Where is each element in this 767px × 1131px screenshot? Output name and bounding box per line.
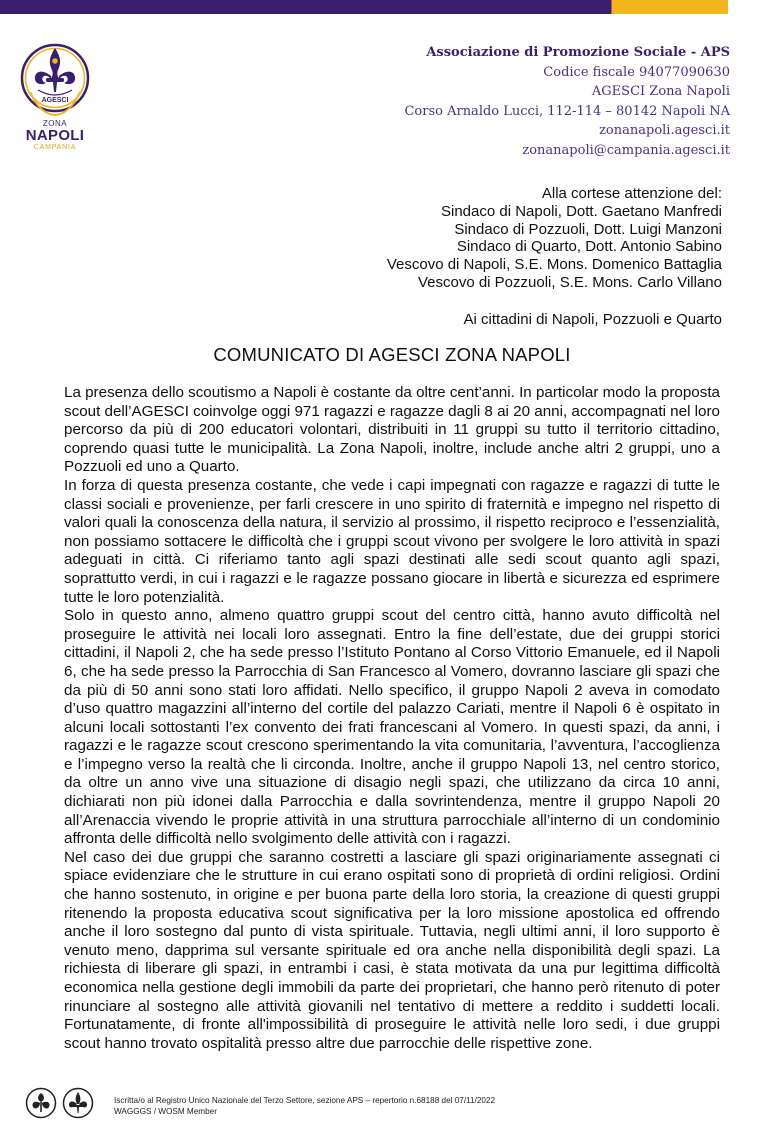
fleur-de-lis-emblem-icon [20,40,90,118]
recipient-line: Sindaco di Pozzuoli, Dott. Luigi Manzoni [454,220,722,238]
document-body [64,384,720,1053]
recipients-intro: Alla cortese attenzione del: [541,185,722,202]
recipients-block [387,185,722,292]
citizens-addressee: Ai cittadini di Napoli, Pozzuoli e Quarto [463,311,722,328]
association-info [404,43,730,160]
logo-agesci-text: AGESCI [41,97,69,104]
registry-note: Iscritta/o al Registro Unico Nazionale del Terzo Settore, sezione APS – repertorio n.68188 del 07/11/2022 [114,1096,496,1105]
document-headline: COMUNICATO DI AGESCI ZONA NAPOLI [213,344,571,365]
agesci-zona-napoli-logo [20,40,90,152]
recipient-line: Sindaco di Quarto, Dott. Antonio Sabino [456,238,722,256]
association-address: Corso Arnaldo Lucci, 112-114 – 80142 Napoli NA [404,103,730,119]
association-website-link[interactable]: zonanapoli.agesci.it [599,123,730,138]
body-paragraph: Solo in questo anno, almeno quattro gruppi scout del centro città, hanno avuto difficoltà nel proseguire le attività nei locali loro assegnati. Entro la fine dell’estate, due dei gruppi storici cittadini, il Napoli 2, che ha sede presso l’Istituto Pontano al Corso Vittorio Emanuele, ed il Napoli 6, che ha sede presso la Parrocchia di San Francesco al Vomero, dovranno lasciare gli spazi che da più di 50 anni sono stati loro affidati. Nello specifico, il gruppo Napoli 2 aveva in comodato d’uso quattro magazzini all’interno del cortile del palazzo Cariati, mentre il Napoli 6 è ospitato in alcuni locali sottostanti l’ex convento dei frati francescani al Vomero. In questi spazi, da anni, i ragazzi e le ragazze scout crescono sperimentando la vita comunitaria, l’avventura, l’accoglienza e l’impegno verso la realtà che li circonda. Inoltre, anche il gruppo Napoli 13, nel centro storico, da oltre un anno vive una situazione di disagio negli spazi, che utilizzano da circa 10 anni, dichiarati non più idonei dalla Parrocchia e dalla sovrintendenza, mentre il gruppo Napoli 20 all’Arenaccia vivendo le proprie attività in una struttura parrocchiale all’interno di un condominio affronta delle difficoltà nello svolgimento delle attività con i ragazzi. [64,607,720,848]
body-paragraph: In forza di questa presenza costante, che vede i capi impegnati con ragazze e ragazzi di tutte le classi sociali e provenienze, per farli crescere in uno spirito di fraternità e impegno nel rispetto di valori quali la conoscenza della natura, il servizio al prossimo, il rispetto reciproco e l’essenzialità, non possiamo sottacere le difficoltà che i gruppi scout vivono per svolgere le loro attività in spazi adeguati in città. Ci riferiamo tanto agli spazi destinati alle sedi scout quanto agli spazi, soprattutto verdi, in cui i ragazzi e le ragazze possano giocare in libertà e sicurezza ed esprimere tutte le loro potenzialità. [64,476,720,606]
association-email-link[interactable]: zonanapoli@campania.agesci.it [522,142,730,158]
logo-campania-label: CAMPANIA [33,144,77,151]
wagggs-trefoil-icon [25,1087,57,1119]
logo-zona-label: ZONA [42,119,68,128]
wosm-fleur-de-lis-icon [62,1087,94,1119]
body-paragraph: Nel caso dei due gruppi che saranno costretti a lasciare gli spazi originariamente assegnati ci spiace evidenziare che le strutture in cui erano ospitati sono di proprietà di ordini religiosi. Ordini che hanno sostenuto, in origine e per buona parte della loro storia, la creazione di questi gruppi ritenendo la proposta educativa scout significativa per la loro missione apostolica ed offrendo anche il loro sostegno dal punto di vista spirituale. Tuttavia, negli ultimi anni, il loro supporto è venuto meno, dapprima sul versante spirituale ed ora anche nella disponibilità degli spazi. La richiesta di liberare gli spazi, in entrambi i casi, è stata motivata da una pur legittima difficoltà economica nella gestione degli immobili da parte dei proprietari, che hanno però ritenuto di poter rinunciare al sostegno alle attività giovanili nel tentativo di mettere a reddito i suddetti locali. Fortunatamente, di fronte all'impossibilità di proseguire le attività nelle loro sedi, i due gruppi scout hanno trovato ospitalità presso altre due parrocchie delle rispettive zone. [64,848,720,1052]
recipient-line: Vescovo di Napoli, S.E. Mons. Domenico Battaglia [386,256,722,274]
association-name: AGESCI Zona Napoli [591,84,730,99]
header-color-bar [0,0,728,14]
footer-logos [25,1087,95,1121]
recipient-line: Vescovo di Pozzuoli, S.E. Mons. Carlo Villano [417,273,722,291]
body-paragraph: La presenza dello scoutismo a Napoli è costante da oltre cent’anni. In particolar modo la proposta scout dell’AGESCI coinvolge oggi 971 ragazzi e ragazze dagli 8 ai 20 anni, accompagnati nel loro percorso da più di 200 educatori volontari, distribuiti in 11 gruppi su tutto il territorio cittadino, coprendo quasi tutte le municipalità. La Zona Napoli, inoltre, include anche altri 2 gruppi, uno a Pozzuoli ed uno a Quarto. [64,384,720,476]
logo-napoli-label: NAPOLI [25,127,85,144]
fiscal-code: Codice fiscale 94077090630 [543,64,730,80]
membership-note: WAGGGS / WOSM Member [114,1107,217,1116]
recipient-line: Sindaco di Napoli, Dott. Gaetano Manfredi [441,202,722,220]
association-title: Associazione di Promozione Sociale - APS [426,45,730,60]
footer-legal [114,1095,495,1117]
